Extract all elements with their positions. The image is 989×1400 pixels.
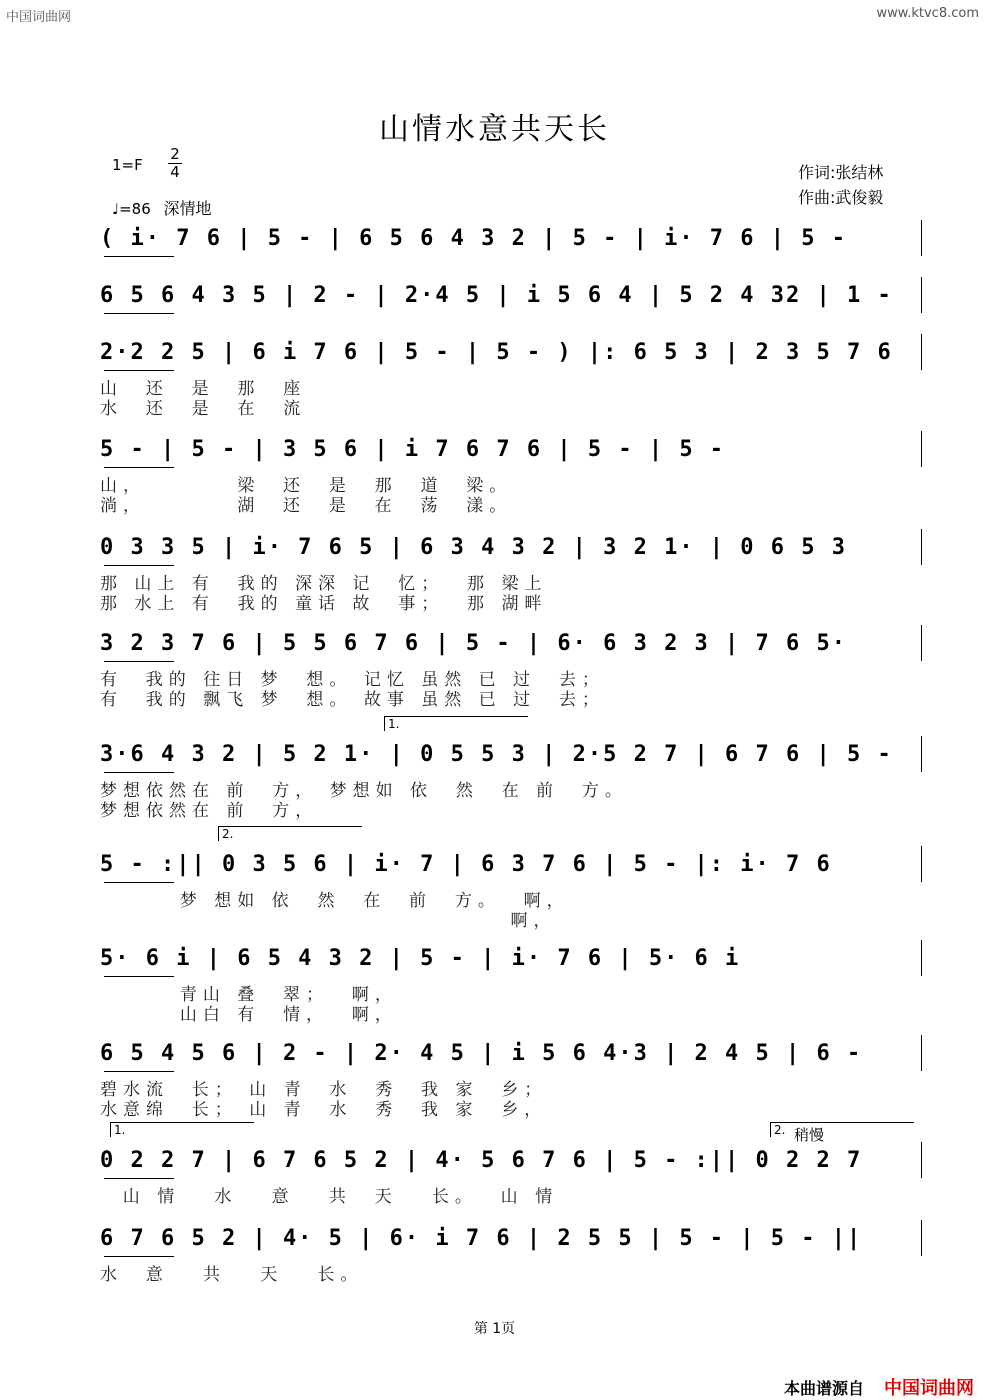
end-barline: [921, 529, 922, 565]
song-title: 山情水意共天长: [379, 112, 610, 147]
note-underline: [104, 772, 174, 773]
note-underline: [104, 313, 174, 314]
notes-line: 5 - :|| 0 3 5 6 | i· 7 | 6 3 7 6 | 5 - |: i· 7 6: [100, 852, 832, 877]
lyric-line: 那 山上 有 我的 深深 记 忆； 那 梁上: [100, 574, 548, 594]
footer-brand-logo: 中国词曲网: [884, 1378, 974, 1399]
lyric-line: 山 情 水 意 共 天 长。 山 情: [100, 1187, 559, 1207]
note-underline: [104, 976, 174, 977]
score-row: [0, 340, 989, 420]
volta-ending-label: 2.: [770, 1122, 914, 1137]
time-signature: [168, 146, 182, 181]
tempo-value: =86: [119, 200, 151, 218]
notes-line: 2·2 2 5 | 6 i 7 6 | 5 - | 5 - ) |: 6 5 3 | 2 3 5 7 6: [100, 340, 893, 365]
lyric-line: 水 意 共 天 长。: [100, 1265, 364, 1285]
end-barline: [921, 220, 922, 256]
note-underline: [104, 370, 174, 371]
site-url-top-right: www.ktvc8.com: [876, 6, 979, 21]
notes-line: 6 5 4 5 6 | 2 - | 2· 4 5 | i 5 6 4·3 | 2 4 5 | 6 -: [100, 1041, 863, 1066]
lyric-line: 淌， 湖 还 是 在 荡 漾。: [100, 496, 513, 516]
notes-line: 5· 6 i | 6 5 4 3 2 | 5 - | i· 7 6 | 5· 6 i: [100, 946, 741, 971]
notes-line: 6 7 6 5 2 | 4· 5 | 6· i 7 6 | 2 5 5 | 5 - | 5 - ||: [100, 1226, 863, 1251]
lyric-line: 那 水上 有 我的 童话 故 事； 那 湖畔: [100, 594, 548, 614]
volta-ending-label: 1.: [384, 716, 528, 731]
lyric-line: 青山 叠 翠； 啊，: [100, 985, 398, 1005]
time-signature-bottom: 4: [168, 163, 182, 181]
lyric-line: 梦 想如 依 然 在 前 方。 啊，: [100, 891, 570, 911]
end-barline: [921, 334, 922, 370]
note-underline: [104, 661, 174, 662]
lyric-line: 山 还 是 那 座: [100, 379, 307, 399]
tempo-mark: 深情地: [163, 199, 212, 218]
key-signature: 1=F: [112, 156, 143, 174]
footer-source-label: 本曲谱源自: [784, 1379, 865, 1398]
lyric-line: 山白 有 情， 啊，: [100, 1005, 398, 1025]
note-underline: [104, 1256, 174, 1257]
notes-line: 6 5 6 4 3 5 | 2 - | 2·4 5 | i 5 6 4 | 5 2 4 32 | 1 -: [100, 283, 893, 308]
score-row: [0, 535, 989, 615]
lyric-line: 有 我的 飘飞 梦 想。 故事 虽然 已 过 去；: [100, 690, 605, 710]
lyric-line: 水 还 是 在 流: [100, 399, 307, 419]
end-barline: [921, 625, 922, 661]
notes-line: ( i· 7 6 | 5 - | 6 5 6 4 3 2 | 5 - | i· 7 6 | 5 -: [100, 226, 848, 251]
volta-ending-label: 1.: [110, 1122, 254, 1137]
end-barline: [921, 846, 922, 882]
note-underline: [104, 256, 174, 257]
site-name-top-left: 中国词曲网: [6, 10, 72, 25]
end-barline: [921, 736, 922, 772]
end-barline: [921, 940, 922, 976]
volta-ending-label: 2.: [218, 826, 362, 841]
lyric-line: 水意绵 长； 山 青 水 秀 我 家 乡，: [100, 1100, 548, 1120]
note-underline: [104, 1071, 174, 1072]
score-row: [0, 1226, 989, 1306]
time-signature-top: 2: [170, 145, 180, 163]
lyric-line: 啊，: [100, 911, 557, 931]
notes-line: 3·6 4 3 2 | 5 2 1· | 0 5 5 3 | 2·5 2 7 | 6 7 6 | 5 -: [100, 742, 893, 767]
note-underline: [104, 1178, 174, 1179]
lyric-line: 碧水流 长； 山 青 水 秀 我 家 乡；: [100, 1080, 548, 1100]
note-underline: [104, 565, 174, 566]
note-underline: [104, 467, 174, 468]
end-barline: [921, 1035, 922, 1071]
composer: 作曲:武俊毅: [798, 188, 884, 207]
lyricist: 作词:张结林: [798, 163, 884, 182]
lyric-line: 有 我的 往日 梦 想。 记忆 虽然 已 过 去；: [100, 670, 605, 690]
end-barline: [921, 431, 922, 467]
score-row: [0, 946, 989, 1026]
page-number: 第 1页: [473, 1321, 516, 1337]
score-row: [0, 742, 989, 822]
score-row: [0, 437, 989, 517]
notes-line: 0 2 2 7 | 6 7 6 5 2 | 4· 5 6 7 6 | 5 - :|| 0 2 2 7: [100, 1148, 863, 1173]
lyric-line: 梦想依然在 前 方，: [100, 801, 319, 821]
notes-line: 5 - | 5 - | 3 5 6 | i 7 6 7 6 | 5 - | 5 -: [100, 437, 726, 462]
note-underline: [104, 882, 174, 883]
notes-line: 0 3 3 5 | i· 7 6 5 | 6 3 4 3 2 | 3 2 1· | 0 6 5 3: [100, 535, 848, 560]
lyric-line: 梦想依然在 前 方， 梦想如 依 然 在 前 方。: [100, 781, 628, 801]
quarter-note-icon: ♩: [112, 200, 120, 218]
end-barline: [921, 277, 922, 313]
score-row: [0, 852, 989, 932]
score-row: [0, 631, 989, 711]
notes-line: 3 2 3 7 6 | 5 5 6 7 6 | 5 - | 6· 6 3 2 3 | 7 6 5·: [100, 631, 848, 656]
end-barline: [921, 1142, 922, 1178]
tempo-change-mark: 稍慢: [794, 1126, 825, 1144]
score-row: [0, 1148, 989, 1228]
end-barline: [921, 1220, 922, 1256]
tempo: [112, 196, 212, 219]
score-row: [0, 1041, 989, 1121]
lyric-line: 山， 梁 还 是 那 道 梁。: [100, 476, 513, 496]
